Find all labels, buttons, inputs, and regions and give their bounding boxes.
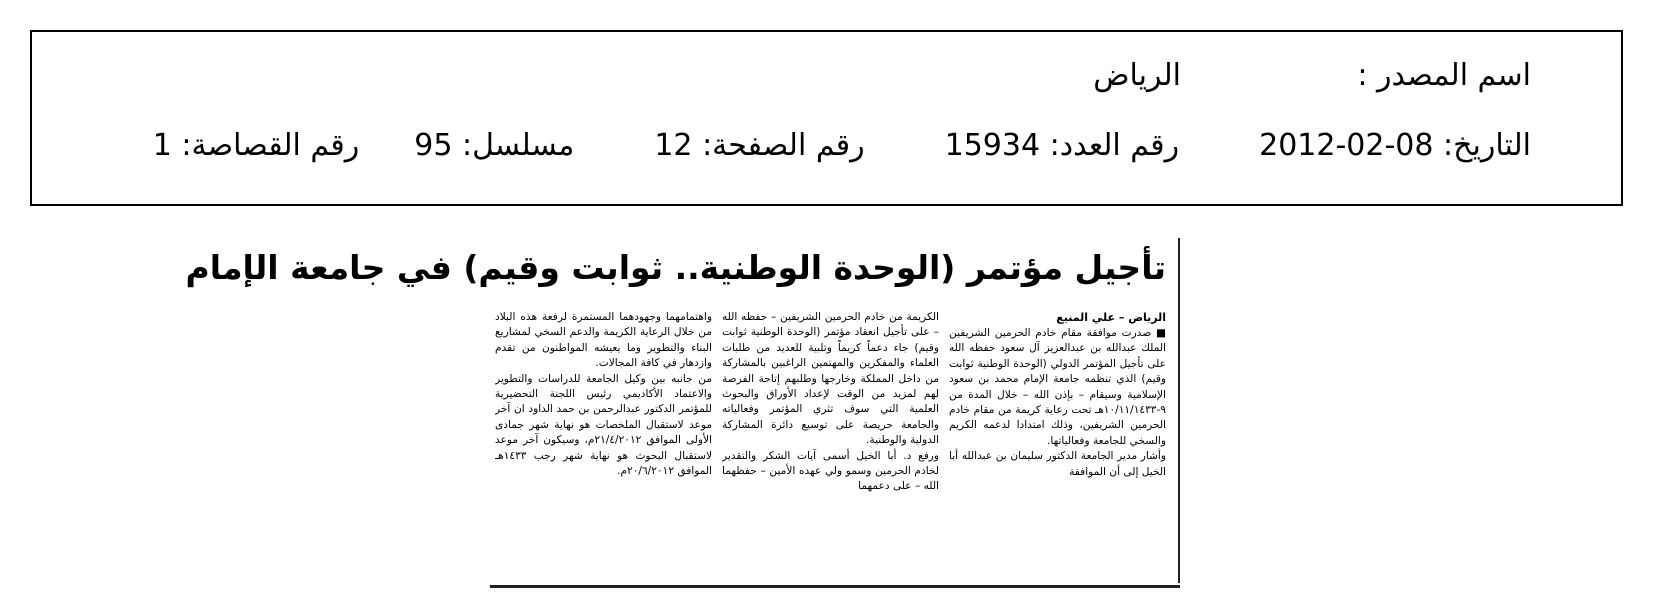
source-row (1093, 56, 1531, 96)
clip-number-field (153, 126, 359, 166)
newspaper-clipping (185, 238, 1180, 588)
serial-value: 95 (414, 128, 453, 163)
article-byline: الرياض – علي المنيع (1056, 311, 1166, 324)
details-row (153, 126, 1531, 166)
serial-field (414, 126, 574, 166)
issue-value: 15934 (944, 128, 1041, 163)
issue-label: رقم العدد: (1049, 128, 1180, 163)
clipping-bottom-rule (490, 585, 1180, 588)
article-headline: تأجيل مؤتمر (الوحدة الوطنية.. ثوابت وقيم) في جامعة الإمام (185, 248, 1166, 287)
article-column-2 (722, 310, 939, 575)
article-column-3 (495, 310, 712, 575)
source-label: اسم المصدر : (1357, 58, 1531, 93)
page-value: 12 (654, 128, 693, 163)
page-field (654, 126, 864, 166)
column-1-paragraph-2: وأشار مدير الجامعة الدكتور سليمان بن عبدالله أبا الخيل إلى أن الموافقة (949, 450, 1166, 478)
column-2-paragraph-2: ورفع د. أبا الخيل أسمى آيات الشكر والتقدير لخادم الحرمين وسمو ولي عهده الأمين – حفظهما الله – على دعمهما (722, 449, 939, 493)
issue-field (945, 126, 1179, 166)
column-3-paragraph-1: واهتمامهما وجهودهما المستمرة لرفعة هذه البلاد من خلال الرعاية الكريمة والدعم السخي لمشاريع البناء والتطوير وما يعيشه المواطنون من تقدم وازدهار في كافة المجالات. (495, 311, 712, 370)
page-label: رقم الصفحة: (702, 128, 865, 163)
clip-number-value: 1 (152, 128, 172, 163)
date-value: 2012-02-08 (1259, 128, 1434, 163)
serial-label: مسلسل: (461, 128, 575, 163)
source-value: الرياض (1093, 58, 1181, 93)
column-3-paragraph-2: من جانبه بين وكيل الجامعة للدراسات والتطوير والاعتماد الأكاديمي رئيس اللجنة التحضيرية للمؤتمر الدكتور عبدالرحمن بن حمد الداود ان آخر موعد لاستقبال الملخصات هو نهاية شهر جمادى الأولى الموافق ٢١/٤/٢٠١٢م، وسيكون آخر موعد لاستقبال البحوث هو نهاية شهر رجب ١٤٣٣هـ الموافق ٢٠/٦/٢٠١٢م. (495, 372, 712, 478)
clipping-right-rule (1178, 238, 1180, 583)
date-field (1259, 126, 1531, 166)
article-columns (494, 310, 1166, 575)
date-label: التاريخ: (1443, 128, 1531, 163)
article-column-1 (949, 310, 1166, 575)
metadata-box (30, 30, 1623, 206)
column-2-paragraph-1: الكريمة من خادم الحرمين الشريفين – حفظه الله – على تأجيل انعقاد مؤتمر (الوحدة الوطنية ثوابت وقيم) جاء دعماً كريماً وتلبية للعديد من طلبات العلماء والمفكرين والمهتمين الراغبين بالمشاركة من داخل المملكة وخارجها وطلبهم إتاحة الفرصة لهم لمزيد من الوقت لإعداد الأوراق والبحوث العلمية التي سوف تثري المؤتمر وفعالياته والجامعة حريصة على توسيع دائرة المشاركة الدولية والوطنية. (722, 311, 939, 447)
clip-number-label: رقم القصاصة: (181, 128, 360, 163)
column-1-paragraph-1: ■ صدرت موافقة مقام خادم الحرمين الشريفين الملك عبدالله بن عبدالعزيز آل سعود حفظه الله على تأجيل المؤتمر الدولي (الوحدة الوطنية ثوابت وقيم) الذي تنظمه جامعة الإمام محمد بن سعود الإسلامية وسيقام – بإذن الله – خلال المدة من ٩-١٠/١١/١٤٣٣هـ تحت رعاية كريمة من مقام خادم الحرمين الشريفين، وذلك امتدادا لدعمه الكريم والسخي للجامعة وفعالياتها. (949, 327, 1166, 447)
